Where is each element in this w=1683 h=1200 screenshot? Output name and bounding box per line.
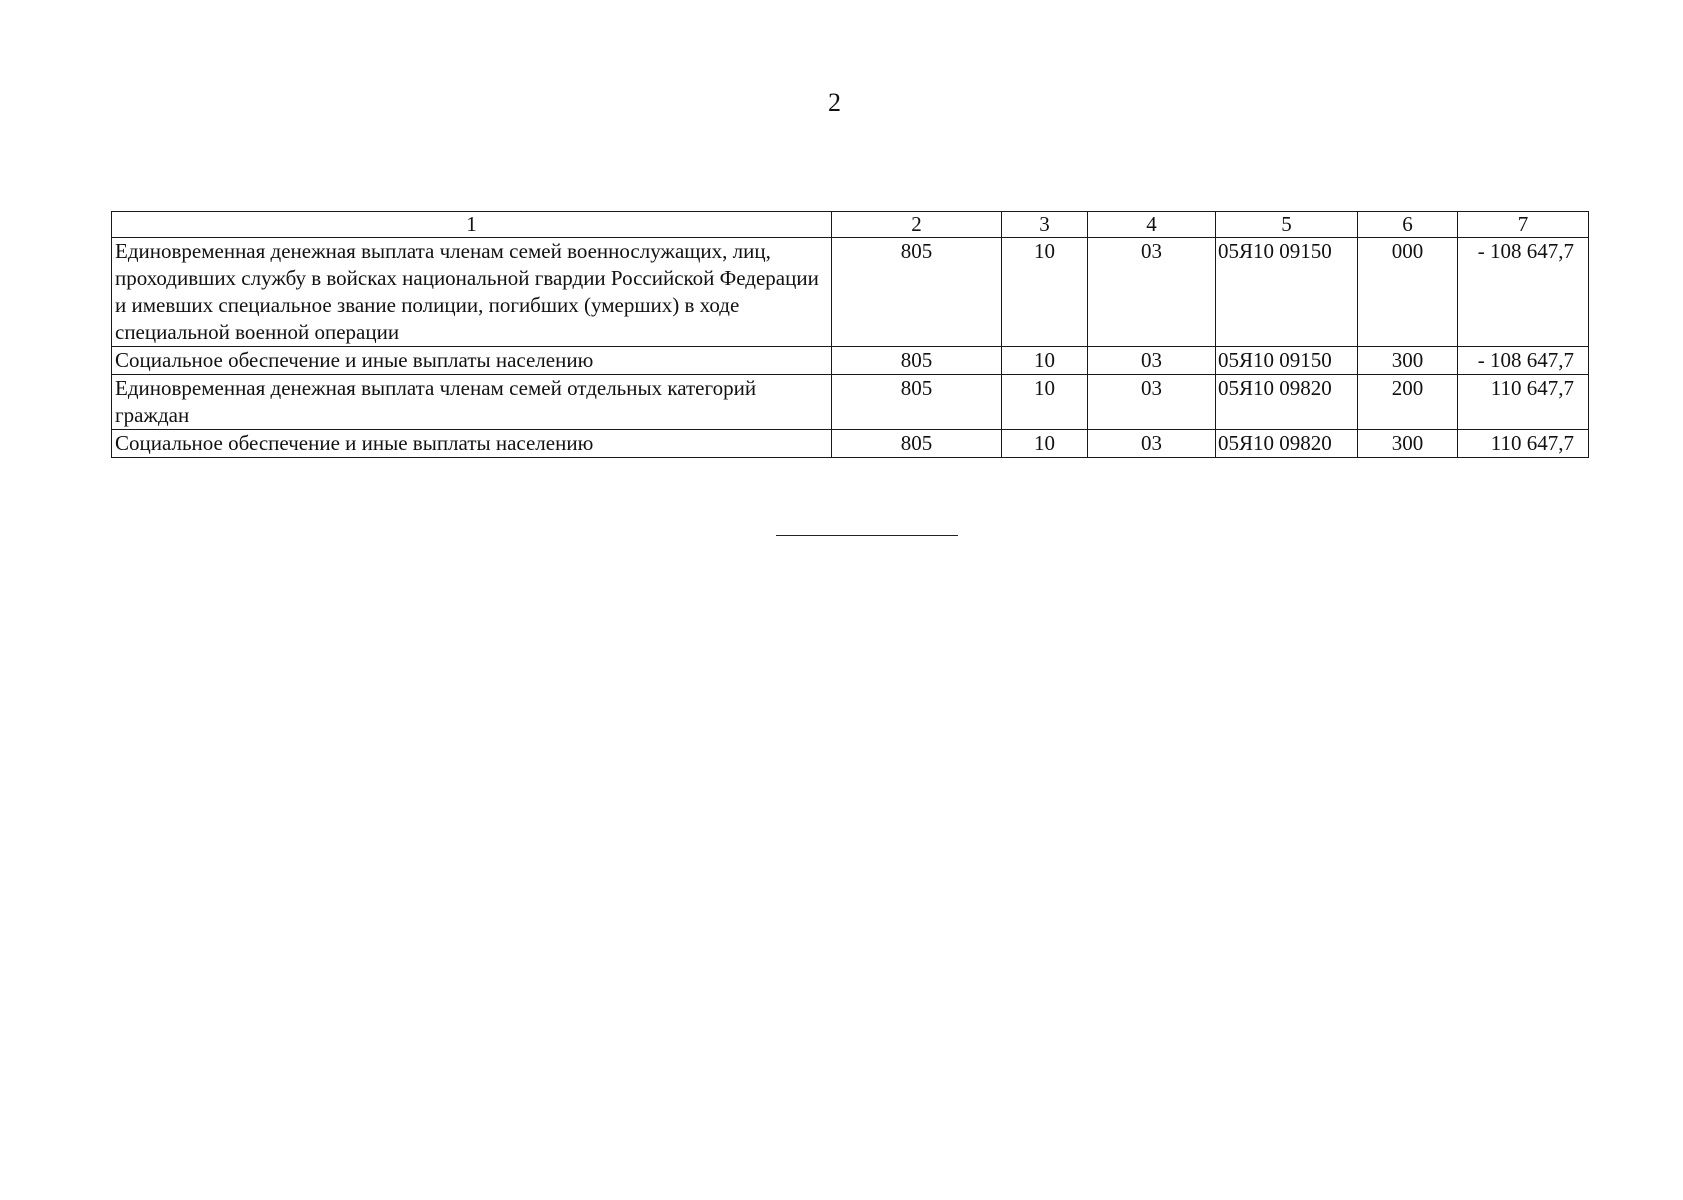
row-amount-cell: 110 647,7 [1458,375,1589,430]
row-section-cell: 10 [1002,238,1088,347]
header-cell-7: 7 [1458,212,1589,238]
budget-table [111,211,1589,458]
table-row [112,375,1589,430]
page-number: 2 [828,88,841,117]
row-target-cell: 05Я10 09820 [1216,375,1358,430]
row-name-cell: Единовременная денежная выплата членам семей отдельных категорий граждан [112,375,832,430]
row-subsection-cell: 03 [1088,430,1216,458]
row-section-cell: 10 [1002,375,1088,430]
table-row [112,347,1589,375]
row-name-cell: Единовременная денежная выплата членам семей военнослужащих, лиц, проходивших службу в войсках национальной гвардии Российской Федерации и имевших специальное звание полиции, погибших (умерших) в ходе специальной военной операции [112,238,832,347]
row-amount-cell: - 108 647,7 [1458,238,1589,347]
header-cell-6: 6 [1358,212,1458,238]
row-code-cell: 805 [832,347,1002,375]
header-cell-3: 3 [1002,212,1088,238]
row-section-cell: 10 [1002,430,1088,458]
row-type-cell: 300 [1358,347,1458,375]
row-type-cell: 000 [1358,238,1458,347]
row-subsection-cell: 03 [1088,347,1216,375]
row-type-cell: 200 [1358,375,1458,430]
end-of-document-rule [776,535,958,536]
table-row [112,238,1589,347]
row-subsection-cell: 03 [1088,238,1216,347]
row-section-cell: 10 [1002,347,1088,375]
header-cell-2: 2 [832,212,1002,238]
row-amount-cell: - 108 647,7 [1458,347,1589,375]
row-target-cell: 05Я10 09150 [1216,238,1358,347]
row-name-cell: Социальное обеспечение и иные выплаты населению [112,347,832,375]
header-cell-4: 4 [1088,212,1216,238]
row-code-cell: 805 [832,430,1002,458]
header-cell-1: 1 [112,212,832,238]
row-type-cell: 300 [1358,430,1458,458]
row-code-cell: 805 [832,375,1002,430]
row-name-cell: Социальное обеспечение и иные выплаты населению [112,430,832,458]
table-header-row [112,212,1589,238]
row-subsection-cell: 03 [1088,375,1216,430]
header-cell-5: 5 [1216,212,1358,238]
row-amount-cell: 110 647,7 [1458,430,1589,458]
table-row [112,430,1589,458]
row-code-cell: 805 [832,238,1002,347]
row-target-cell: 05Я10 09150 [1216,347,1358,375]
row-target-cell: 05Я10 09820 [1216,430,1358,458]
